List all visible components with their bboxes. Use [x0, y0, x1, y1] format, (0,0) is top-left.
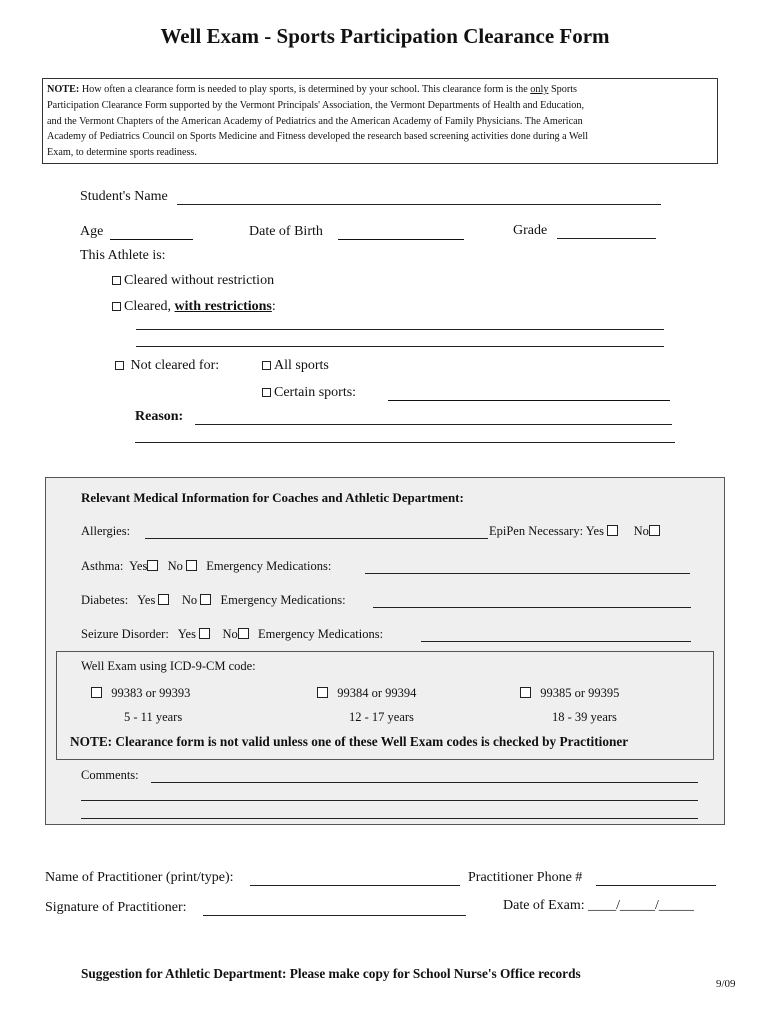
icd-option-3[interactable]: 99385 or 99395 [520, 686, 619, 701]
exam-date-label: Date of Exam: [503, 898, 585, 913]
form-title: Well Exam - Sports Participation Clearance Form [160, 24, 610, 48]
form-version: 9/09 [716, 978, 736, 990]
diabetes-no-checkbox[interactable] [200, 594, 211, 605]
note-only-emphasis: only [530, 84, 549, 95]
seizure-yes-checkbox[interactable] [199, 628, 210, 639]
not-cleared-option[interactable]: Not cleared for: [115, 358, 219, 374]
asthma-meds-field[interactable] [365, 573, 690, 574]
icd-ages-2: 12 - 17 years [349, 710, 414, 724]
seizure-group: Seizure Disorder: Yes No Emergency Medications: [81, 627, 384, 641]
checkbox-icon[interactable] [262, 361, 271, 370]
student-name-label: Student's Name [80, 189, 168, 204]
practitioner-name-field[interactable] [250, 885, 460, 886]
allergies-label: Allergies: [81, 524, 131, 538]
checkbox-icon[interactable] [112, 276, 121, 285]
signature-label: Signature of Practitioner: [45, 900, 187, 915]
cleared-without-restriction-option[interactable]: Cleared without restriction [112, 273, 274, 289]
asthma-group: Asthma: Yes No Emergency Medications: [81, 559, 332, 573]
comments-field-2[interactable] [81, 800, 698, 801]
epipen-no-checkbox[interactable] [649, 525, 660, 536]
cleared-with-restrictions-option[interactable]: Cleared, with restrictions: [112, 299, 276, 315]
epipen-label: EpiPen Necessary: [489, 524, 584, 538]
age-field[interactable] [110, 239, 193, 240]
icd-ages-3: 18 - 39 years [552, 710, 617, 724]
certain-sports-option[interactable]: Certain sports: [262, 385, 356, 401]
age-label: Age [80, 224, 104, 239]
practitioner-phone-field[interactable] [596, 885, 716, 886]
note-line-3: and the Vermont Chapters of the American Academy of Pediatrics and the American Academy of Family Physicians. The American [47, 115, 583, 127]
all-sports-option[interactable]: All sports [262, 358, 329, 374]
with-restrictions-emphasis: with restrictions [174, 299, 272, 314]
certain-sports-field[interactable] [388, 400, 670, 401]
reason-field-2[interactable] [135, 442, 675, 443]
diabetes-group: Diabetes: Yes No Emergency Medications: [81, 593, 346, 607]
student-name-field[interactable] [177, 204, 661, 205]
practitioner-phone-label: Practitioner Phone # [468, 870, 583, 885]
checkbox-icon[interactable] [317, 687, 328, 698]
comments-field-3[interactable] [81, 818, 698, 819]
footer-suggestion: Suggestion for Athletic Department: Please make copy for School Nurse's Office records [81, 966, 581, 981]
allergies-field[interactable] [145, 538, 488, 539]
practitioner-name-label: Name of Practitioner (print/type): [45, 870, 234, 885]
exam-date-group[interactable] [503, 898, 694, 914]
icd-option-2[interactable]: 99384 or 99394 [317, 686, 416, 701]
reason-label: Reason: [135, 409, 184, 424]
icd-ages-1: 5 - 11 years [124, 710, 183, 724]
seizure-meds-field[interactable] [421, 641, 691, 642]
signature-field[interactable] [203, 915, 466, 916]
checkbox-icon[interactable] [115, 361, 124, 370]
asthma-no-checkbox[interactable] [186, 560, 197, 571]
note-line-1: NOTE: How often a clearance form is needed to play sports, is determined by your school. This clearance form is the only Sports [47, 84, 578, 95]
note-label: NOTE: [47, 84, 80, 95]
checkbox-icon[interactable] [520, 687, 531, 698]
note-line-4: Academy of Pediatrics Council on Sports Medicine and Fitness developed the research based screening activities done during a Well [47, 131, 589, 143]
grade-label: Grade [513, 223, 548, 238]
athlete-is-label: This Athlete is: [80, 248, 166, 263]
medical-heading: Relevant Medical Information for Coaches and Athletic Department: [81, 490, 464, 505]
asthma-yes-checkbox[interactable] [147, 560, 158, 571]
epipen-yes-checkbox[interactable] [607, 525, 618, 536]
dob-label: Date of Birth [249, 224, 323, 239]
checkbox-icon[interactable] [112, 302, 121, 311]
note-line-2: Participation Clearance Form supported by the Vermont Principals' Association, the Vermont Departments of Health and Education, [47, 99, 585, 111]
reason-field-1[interactable] [195, 424, 672, 425]
epipen-group: EpiPen Necessary: Yes No [489, 524, 663, 539]
note-box [42, 78, 718, 164]
exam-date-field[interactable]: ____/_____/_____ [588, 898, 694, 913]
restrictions-line-1[interactable] [136, 329, 664, 330]
seizure-no-checkbox[interactable] [238, 628, 249, 639]
checkbox-icon[interactable] [91, 687, 102, 698]
checkbox-icon[interactable] [262, 388, 271, 397]
diabetes-meds-field[interactable] [373, 607, 691, 608]
dob-field[interactable] [338, 239, 464, 240]
icd-heading: Well Exam using ICD-9-CM code: [81, 659, 256, 673]
grade-field[interactable] [557, 238, 656, 239]
comments-field-1[interactable] [151, 782, 698, 783]
icd-note: NOTE: Clearance form is not valid unless one of these Well Exam codes is checked by Practitioner [70, 734, 629, 749]
icd-option-1[interactable]: 99383 or 99393 [91, 686, 190, 701]
comments-label: Comments: [81, 768, 139, 782]
restrictions-line-2[interactable] [136, 346, 664, 347]
diabetes-yes-checkbox[interactable] [158, 594, 169, 605]
note-line-5: Exam, to determine sports readiness. [47, 147, 197, 159]
